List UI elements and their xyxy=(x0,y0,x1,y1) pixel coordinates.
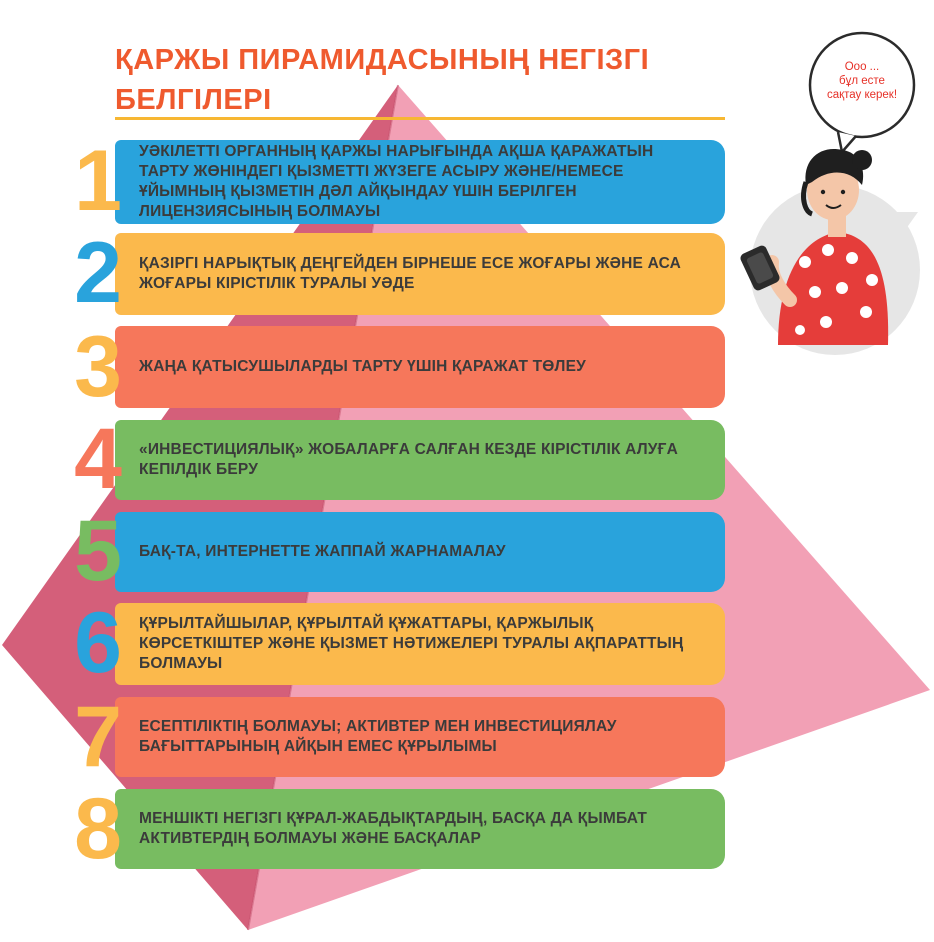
item-4-text: «ИНВЕСТИЦИЯЛЫҚ» ЖОБАЛАРҒА САЛҒАН КЕЗДЕ КІРІСТІЛІК АЛУҒА КЕПІЛДІК БЕРУ xyxy=(139,441,678,478)
page-title: ҚАРЖЫ ПИРАМИДАСЫНЫҢ НЕГІЗГІ БЕЛГІЛЕРІ xyxy=(115,44,650,116)
speech-bubble-text xyxy=(812,60,912,102)
item-1-number: 1 xyxy=(74,133,122,229)
item-7-number: 7 xyxy=(74,689,122,785)
list-item-5 xyxy=(115,512,725,592)
item-8-number: 8 xyxy=(74,781,122,877)
list-item-8 xyxy=(115,789,725,869)
list-item-3 xyxy=(115,326,725,408)
list-item-7 xyxy=(115,697,725,777)
list-item-2 xyxy=(115,233,725,315)
item-4-number: 4 xyxy=(74,411,122,507)
speech-bubble-line-2: бұл есте xyxy=(839,75,885,87)
item-5-text: БАҚ-ТА, ИНТЕРНЕТТЕ ЖАППАЙ ЖАРНАМАЛАУ xyxy=(139,543,506,560)
item-1-text: УӘКІЛЕТТІ ОРГАННЫҢ ҚАРЖЫ НАРЫҒЫНДА АҚША ҚАРАЖАТЫН ТАРТУ ЖӨНІНДЕГІ ҚЫЗМЕТТІ ЖҮЗЕГЕ АСЫРУ ЖӘНЕ/НЕМЕСЕ ҰЙЫМНЫҢ ҚЫЗМЕТІН ДӘЛ АЙҚЫНДАУ ҮШІН БЕРІЛГЕН ЛИЦЕНЗИЯСЫНЫҢ БОЛМАУЫ xyxy=(139,143,654,220)
speech-bubble-line-3: сақтау керек! xyxy=(826,89,898,101)
item-6-text: ҚҰРЫЛТАЙШЫЛАР, ҚҰРЫЛТАЙ ҚҰЖАТТАРЫ, ҚАРЖЫЛЫҚ КӨРСЕТКІШТЕР ЖӘНЕ ҚЫЗМЕТ НӘТИЖЕЛЕРІ ТУРАЛЫ АҚПАРАТТЫҢ БОЛМАУЫ xyxy=(139,615,684,672)
title-underline xyxy=(115,117,725,120)
item-3-text: ЖАҢА ҚАТЫСУШЫЛАРДЫ ТАРТУ ҮШІН ҚАРАЖАТ ТӨЛЕУ xyxy=(139,358,587,375)
item-2-number: 2 xyxy=(74,225,122,321)
list-item-6 xyxy=(115,603,725,685)
item-3-number: 3 xyxy=(74,319,122,415)
list-item-4 xyxy=(115,420,725,500)
speech-bubble-line-1: Ооо ... xyxy=(844,61,880,73)
woman-with-phone-illustration xyxy=(739,149,920,355)
item-6-number: 6 xyxy=(74,595,122,691)
item-8-text: МЕНШІКТІ НЕГІЗГІ ҚҰРАЛ-ЖАБДЫҚТАРДЫҢ, БАСҚА ДА ҚЫМБАТ АКТИВТЕРДІҢ БОЛМАУЫ ЖӘНЕ БАСҚАЛАР xyxy=(139,810,647,847)
list-item-1 xyxy=(115,140,725,224)
item-2-text: ҚАЗІРГІ НАРЫҚТЫҚ ДЕҢГЕЙДЕН БІРНЕШЕ ЕСЕ ЖОҒАРЫ ЖӘНЕ АСА ЖОҒАРЫ КІРІСТІЛІК ТУРАЛЫ УӘДЕ xyxy=(139,255,681,292)
item-5-number: 5 xyxy=(74,503,122,599)
item-7-text: ЕСЕПТІЛІКТІҢ БОЛМАУЫ; АКТИВТЕР МЕН ИНВЕСТИЦИЯЛАУ БАҒЫТТАРЫНЫҢ АЙҚЫН ЕМЕС ҚҰРЫЛЫМЫ xyxy=(139,718,617,755)
